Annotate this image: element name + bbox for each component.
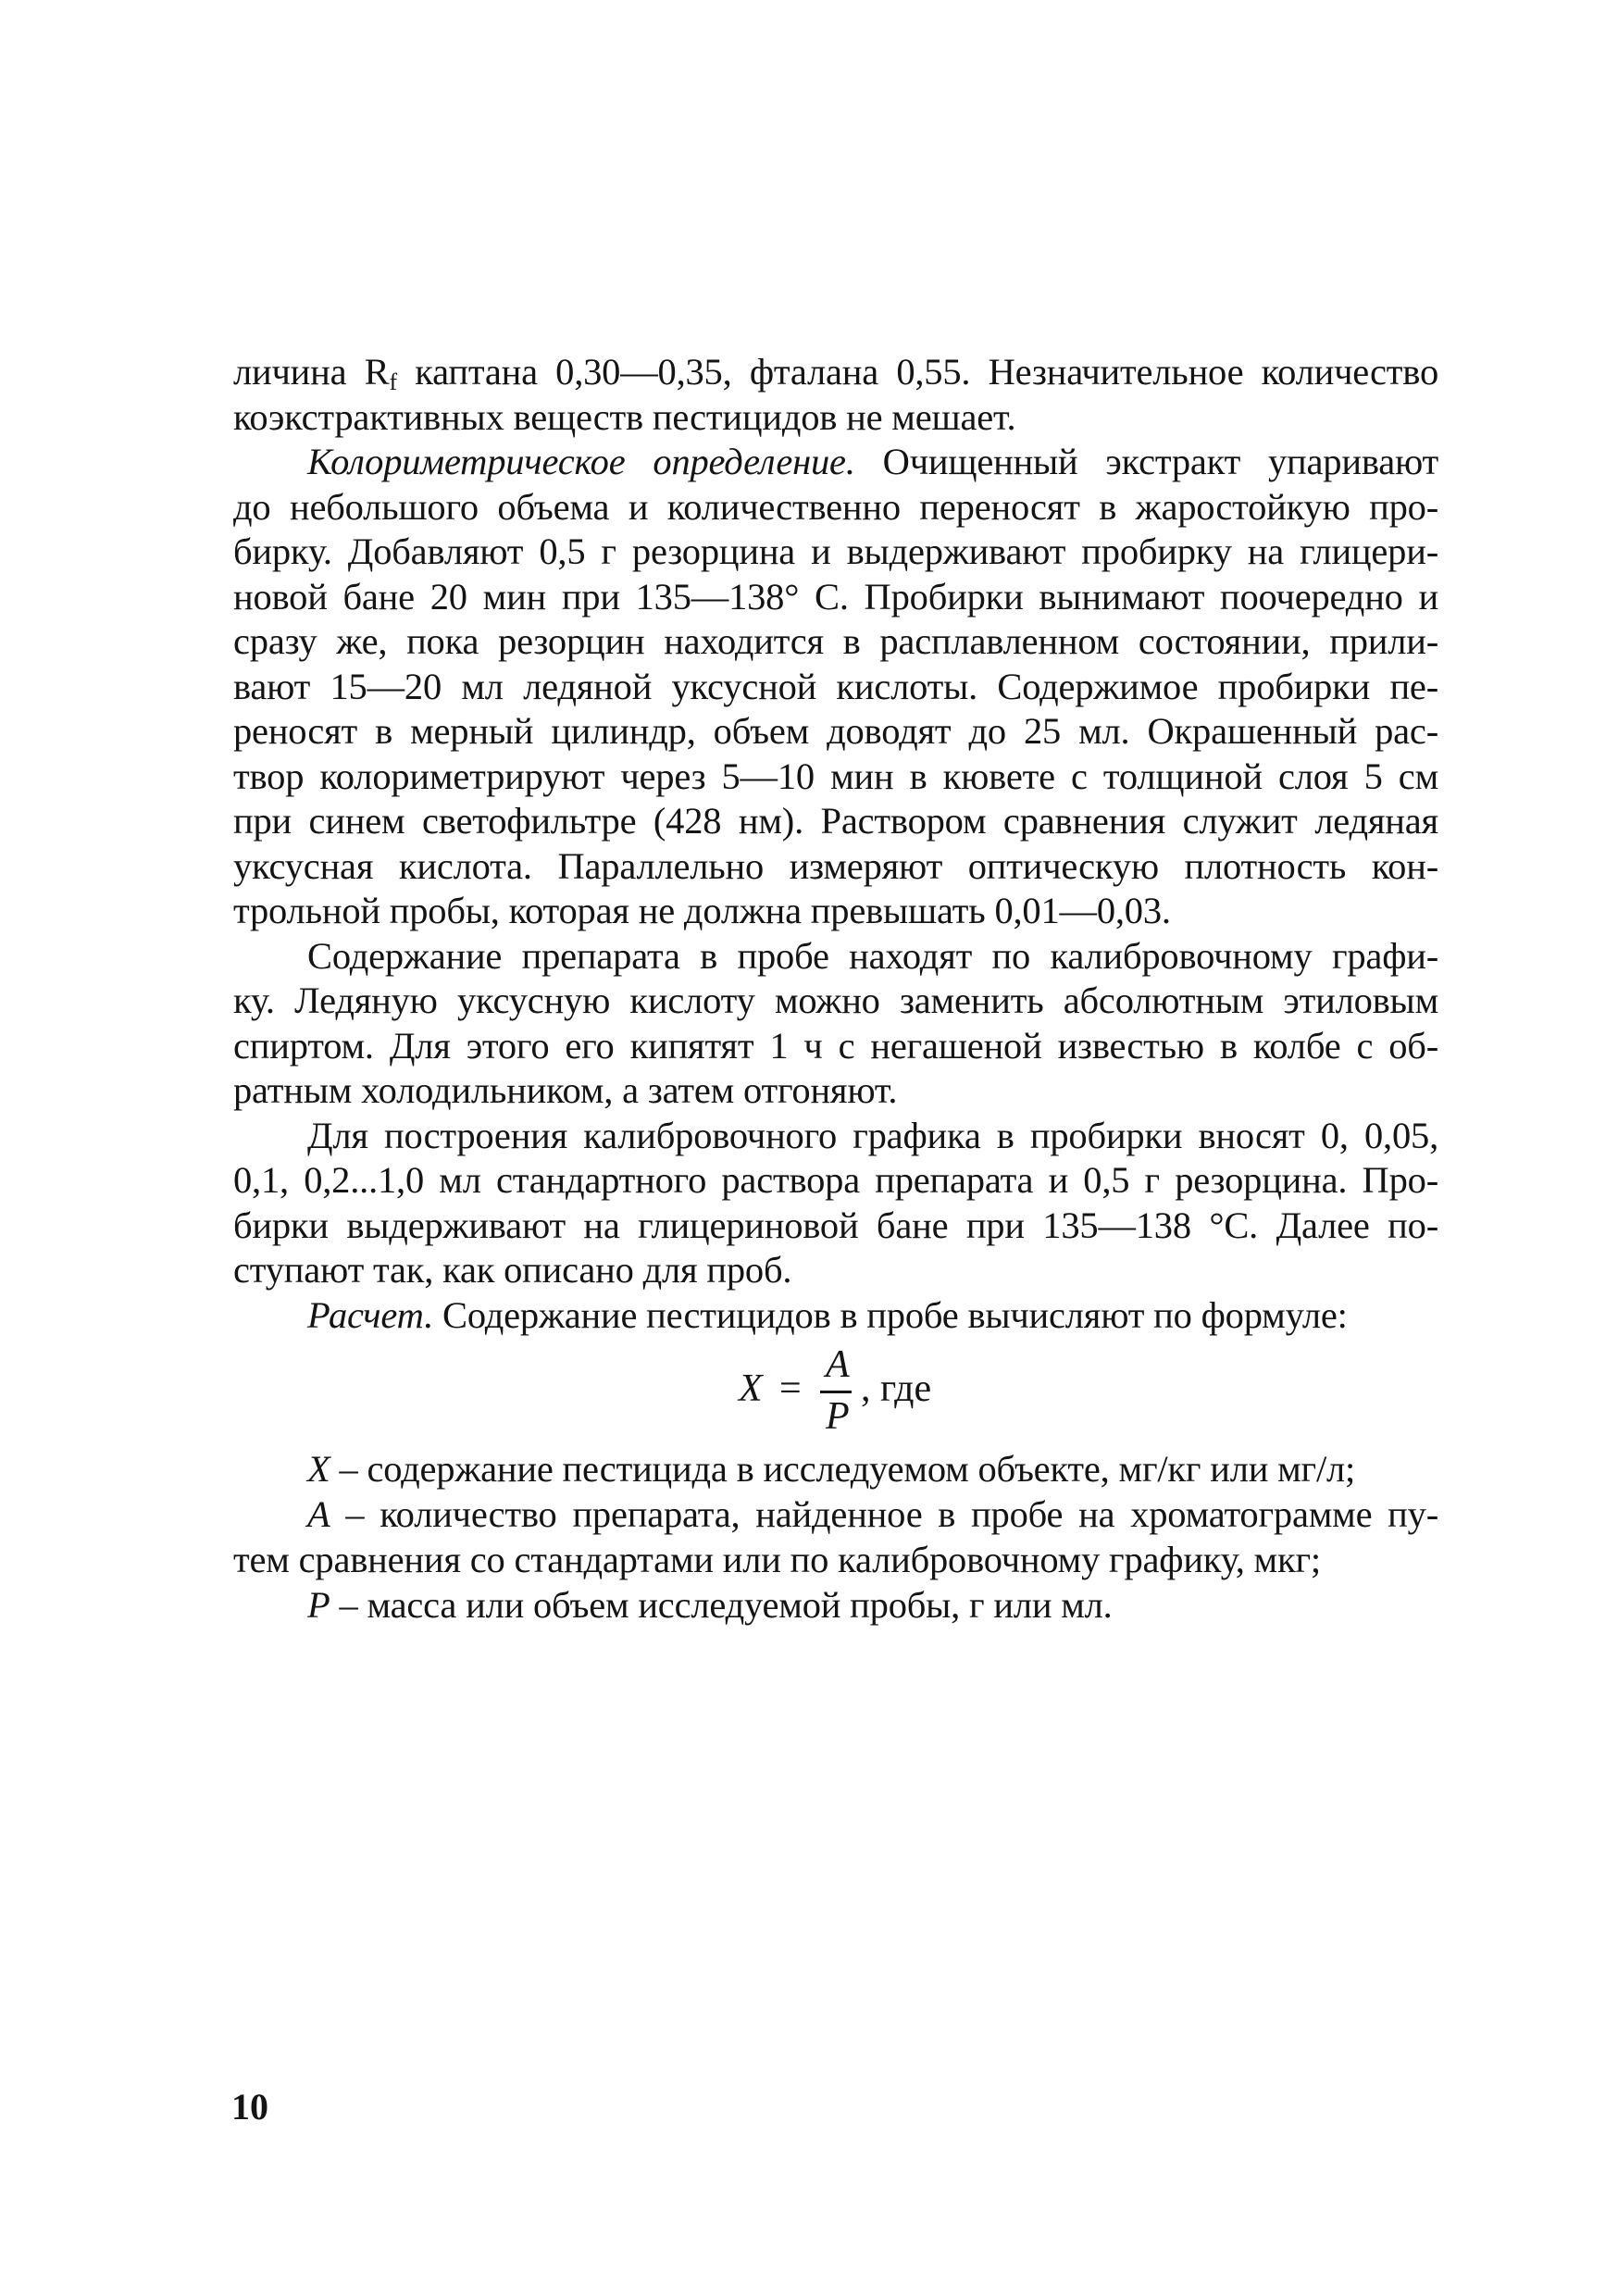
text-line: реносят в мерный цилиндр, объем доводят до 25 мл. Окрашенный рас- (233, 710, 1438, 752)
definitions (233, 1446, 1438, 1628)
text-line: тем сравнения со стандартами или по калибровочному графику, мкг; (233, 1539, 1321, 1580)
symbol-p: P (307, 1584, 330, 1626)
fraction-bar (820, 1391, 852, 1393)
formula-lhs: X (739, 1367, 763, 1410)
page-number: 10 (231, 2086, 268, 2128)
text-line: Содержание препарата в пробе находят по калибровочному графи- (307, 934, 1438, 977)
text-fragment: – масса или объем исследуемой пробы, г или мл. (330, 1584, 1113, 1626)
text-line: твор колориметрируют через 5—10 мин в кювете с толщиной слоя 5 см (233, 755, 1438, 797)
text-line: ку. Ледяную уксусную кислоту можно заменить абсолютным этиловым (233, 980, 1438, 1021)
text-line (233, 350, 1438, 395)
section-heading-calculation: Расчет. (307, 1293, 434, 1336)
text-line: спиртом. Для этого его кипятят 1 ч с негашеной известью в колбе с об- (233, 1024, 1438, 1067)
text-line: бирки выдерживают на глицериновой бане при 135—138 °С. Далее по- (233, 1204, 1438, 1246)
definition-x (233, 1446, 1438, 1491)
formula-equals: = (779, 1367, 802, 1410)
text-line: коэкстрактивных веществ пестицидов не мешает. (233, 395, 1016, 438)
text-line (233, 1293, 1438, 1339)
formula-denominator: P (826, 1395, 850, 1438)
text-fragment: – количество препарата, найденное в пробе на хроматограмме пу- (330, 1493, 1438, 1535)
formula-fraction (820, 1342, 857, 1439)
text-fragment: Очищенный экстракт упаривают (854, 441, 1439, 482)
text-fragment: каптана 0,30—0,35, фталана 0,55. Незначительное количество (396, 351, 1438, 393)
definition-p (233, 1582, 1438, 1628)
symbol-x: X (307, 1448, 330, 1490)
text-fragment: – содержание пестицида в исследуемом объекте, мг/кг или мг/л; (330, 1448, 1356, 1490)
text-fragment: личина R (233, 351, 390, 393)
text-line: уксусная кислота. Параллельно измеряют оптическую плотность кон- (233, 844, 1438, 887)
text-line: ратным холодильником, а затем отгоняют. (233, 1069, 898, 1111)
text-line: сразу же, пока резорцин находится в расплавленном состоянии, прили- (233, 620, 1438, 662)
formula (731, 1342, 1064, 1444)
text-line: Для построения калибровочного графика в пробирки вносят 0, 0,05, (307, 1114, 1438, 1156)
definition-a (233, 1491, 1438, 1537)
text-line: трольной пробы, которая не должна превышать 0,01—0,03. (233, 890, 1171, 931)
formula-suffix: , где (861, 1367, 932, 1410)
text-line: 0,1, 0,2...1,0 мл стандартного раствора препарата и 0,5 г резорцина. Про- (233, 1159, 1438, 1201)
text-line: вают 15—20 мл ледяной уксусной кислоты. Содержимое пробирки пе- (233, 665, 1438, 707)
text-line (233, 440, 1438, 485)
text-line: до небольшого объема и количественно переносят в жаростойкую про- (233, 485, 1438, 528)
text-line: при синем светофильтре (428 нм). Раствором сравнения служит ледяная (233, 800, 1438, 842)
text-line: бирку. Добавляют 0,5 г резорцина и выдерживают пробирку на глицери- (233, 530, 1438, 572)
formula-numerator: A (826, 1343, 850, 1386)
subscript-f: f (389, 368, 397, 395)
section-heading-colorimetric: Колориметрическое определение. (307, 441, 855, 482)
text-line: новой бане 20 мин при 135—138° С. Пробирки вынимают поочередно и (233, 575, 1438, 618)
text-fragment: Содержание пестицидов в пробе вычисляют по формуле: (433, 1293, 1348, 1336)
symbol-a: A (307, 1493, 330, 1535)
text-line: ступают так, как описано для проб. (233, 1249, 792, 1291)
body-text (233, 350, 1438, 1338)
